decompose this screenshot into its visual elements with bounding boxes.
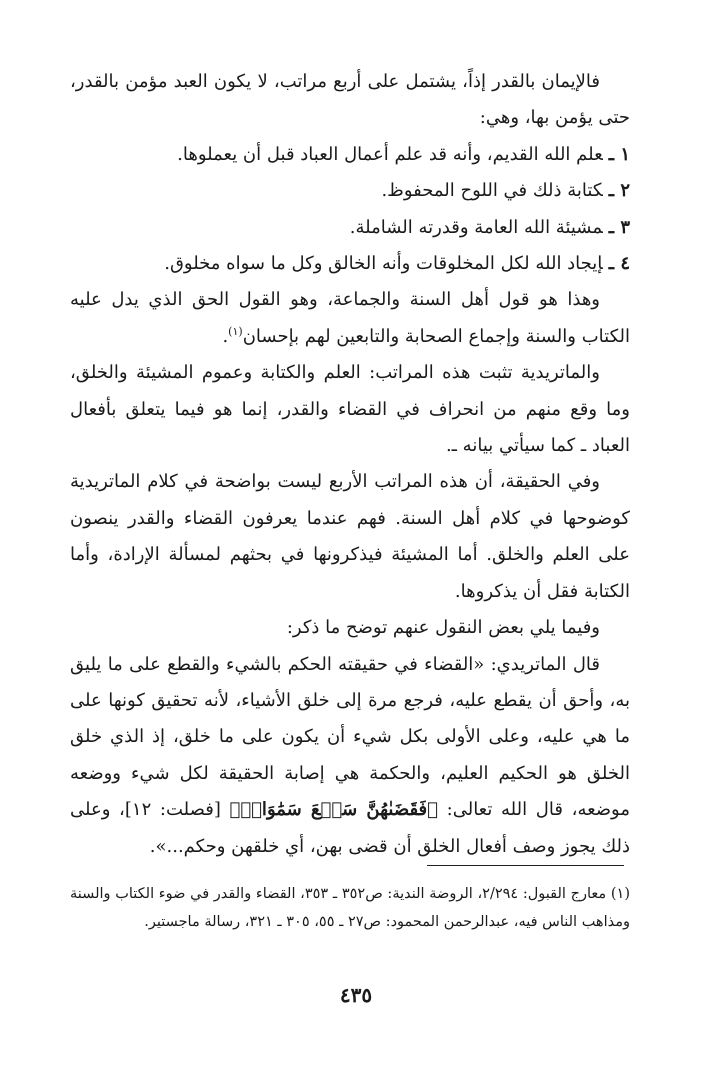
- list-item: [70, 173, 630, 209]
- list-text: علم الله القديم، وأنه قد علم أعمال العباد قبل أن يعملوها.: [177, 143, 603, 165]
- list-number: ٤ ـ: [608, 253, 630, 275]
- list-number: ٣ ـ: [608, 216, 630, 238]
- list-item: [70, 210, 630, 246]
- quran-verse: ﴿فَقَضَىٰهُنَّ سَبۡعَ سَمَٰوَاتٖ﴾: [229, 799, 438, 821]
- footnote-divider: [427, 865, 624, 866]
- paragraph-intro: فالإيمان بالقدر إذاً، يشتمل على أربع مراتب، لا يكون العبد مؤمن بالقدر، حتى يؤمن بها، وهي:: [70, 71, 630, 129]
- footnote-1: (١) معارج القبول: ٢/٢٩٤، الروضة الندية: ص٣٥٢ ـ ٣٥٣، القضاء والقدر في ضوء الكتاب والسنة ومذاهب الناس فيه، عبدالرحمن المحمود: ص٢٧ ـ ٥٥، ٣٠٥ ـ ٣٢١، رسالة ماجستير.: [70, 886, 630, 930]
- list-item: [70, 137, 630, 173]
- paragraph-maturidiyya: والماتريدية تثبت هذه المراتب: العلم والكتابة وعموم المشيئة والخلق، وما وقع منهم من انحراف في القضاء والقدر، إنما هو فيما يتعلق بأفعال العباد ـ كما سيأتي بيانه ـ.: [70, 362, 630, 457]
- ranks-list: [70, 137, 630, 283]
- quote-text: قال الماتريدي: «القضاء في حقيقته الحكم بالشيء والقطع على ما يليق به، وأحق أن يقطع عليه، فرجع مرة إلى خلق الأشياء، لأنه تحقيق كونها على ما هي عليه، وعلى الأولى بكل شيء أن يكون على ما خلق، إذ الذي خلق الخلق هو الحكيم العليم، والحكمة هي إصابة الحقيقة لكل شيء ووضعه موضعه، قال الله تعالى:: [70, 653, 630, 821]
- list-text: مشيئة الله العامة وقدرته الشاملة.: [349, 216, 603, 238]
- list-number: ٢ ـ: [608, 180, 630, 202]
- footnotes: [70, 880, 630, 936]
- paragraph-ahl-sunnah: [70, 282, 630, 355]
- quote-text-end: [فصلت: ١٢]، وعلى ذلك يجوز وصف أفعال الخلق أن قضى بهن، أي خلقهن وحكم...».: [70, 799, 630, 857]
- list-text: كتابة ذلك في اللوح المحفوظ.: [381, 180, 603, 202]
- paragraph-end: .: [222, 325, 229, 347]
- list-number: ١ ـ: [608, 143, 630, 165]
- paragraph-text: وهذا هو قول أهل السنة والجماعة، وهو القول الحق الذي يدل عليه الكتاب والسنة وإجماع الصحابة والتابعين لهم بإحسان: [70, 289, 630, 347]
- paragraph-maturidi-quote: [70, 647, 630, 865]
- paragraph-quotes-intro: وفيما يلي بعض النقول عنهم توضح ما ذكر:: [286, 617, 600, 639]
- footnote-reference: (١): [228, 324, 243, 338]
- paragraph-reality: وفي الحقيقة، أن هذه المراتب الأربع ليست بواضحة في كلام الماتريدية كوضوحها في كلام أهل السنة. فهم عندما يعرفون القضاء والقدر ينصون على العلم والخلق. أما المشيئة فيذكرونها في بحثهم لمسألة الإرادة، وأما الكتابة فقل أن يذكروها.: [70, 471, 630, 602]
- list-text: إيجاد الله لكل المخلوقات وأنه الخالق وكل ما سواه مخلوق.: [164, 253, 603, 275]
- list-item: [70, 246, 630, 282]
- body-text: [70, 64, 630, 865]
- page-number: ٤٣٥: [339, 983, 373, 1007]
